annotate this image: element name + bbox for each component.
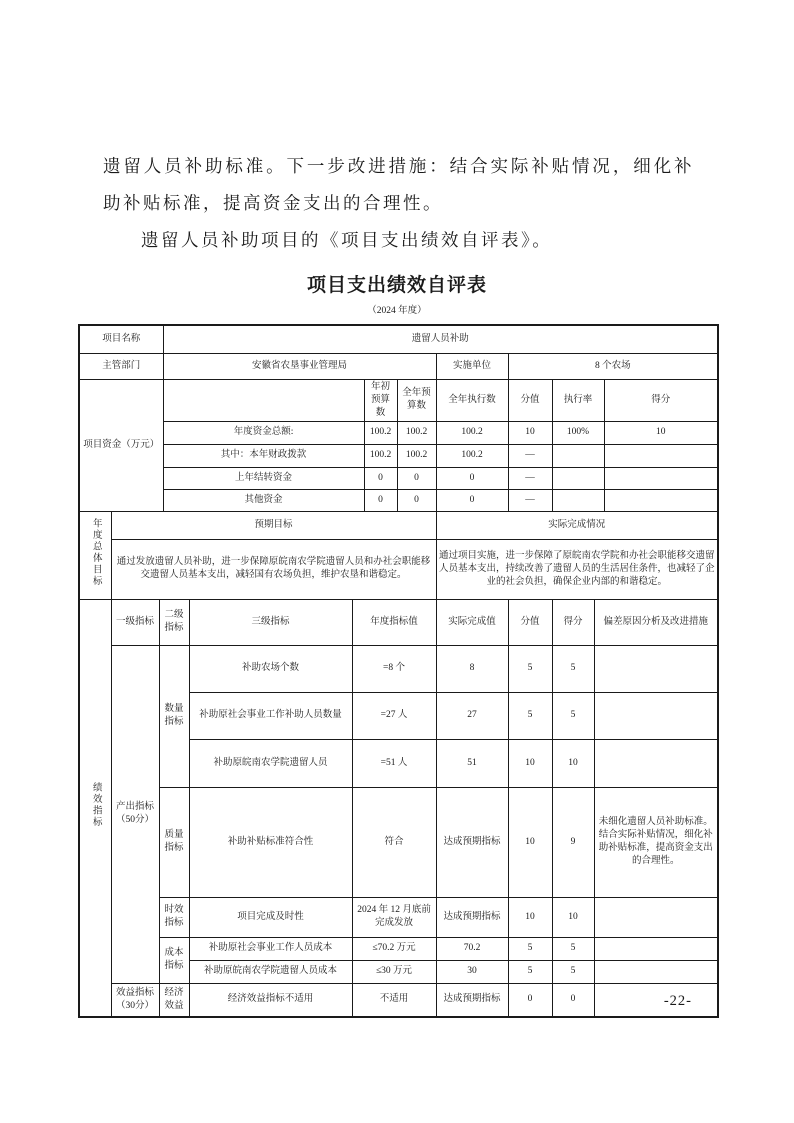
indicator-actual: 51 [436,739,508,787]
intro-text-block [103,148,694,259]
header-level2: 二级指标 [159,599,189,645]
funds-row-total [79,421,718,444]
funds-carryover-executed: 0 [436,467,508,489]
table-row [79,325,718,353]
funds-total-score: 10 [604,421,718,444]
funds-other-annual: 0 [397,489,436,511]
funds-carryover-annual: 0 [397,467,436,489]
indicator-target: ≤70.2 万元 [352,937,436,960]
funds-fiscal-score [604,444,718,467]
indicator-actual: 达成预期指标 [436,897,508,937]
indicator-target: =8 个 [352,645,436,692]
funds-other-initial: 0 [364,489,397,511]
funds-fiscal-annual: 100.2 [397,444,436,467]
indicator-score: 9 [552,787,594,897]
funds-fiscal-weight: — [508,444,552,467]
goal-actual-header: 实际完成情况 [436,511,718,539]
funds-carryover-weight: — [508,467,552,489]
indicator-side-label [79,599,111,1017]
indicator-target: =27 人 [352,692,436,739]
funds-carryover-rate [552,467,604,489]
level2-quantity: 数量指标 [159,645,189,787]
indicator-deviation [594,960,718,983]
indicator-name: 补助原社会事业工作补助人员数量 [189,692,352,739]
header-actual-value: 实际完成值 [436,599,508,645]
indicator-weight: 10 [508,739,552,787]
goal-side-label-text: 年度总体目标 [90,518,101,587]
indicator-score: 10 [552,739,594,787]
goal-header-row [79,511,718,539]
indicator-actual: 70.2 [436,937,508,960]
indicator-weight: 0 [508,983,552,1017]
indicator-name: 补助原皖南农学院遗留人员成本 [189,960,352,983]
goal-content-row [79,539,718,599]
indicator-weight: 10 [508,897,552,937]
indicator-side-label-text: 绩效指标 [90,782,101,829]
funds-empty-header [163,379,364,421]
indicator-row [79,787,718,897]
group-benefit-label: 效益指标（30分） [111,983,159,1017]
funds-row-other [79,489,718,511]
indicator-deviation [594,692,718,739]
header-level1: 一级指标 [111,599,159,645]
indicator-target: 不适用 [352,983,436,1017]
indicator-score: 5 [552,960,594,983]
indicator-deviation [594,739,718,787]
funds-total-weight: 10 [508,421,552,444]
indicator-deviation [594,937,718,960]
indicator-score: 5 [552,645,594,692]
level2-timeliness: 时效指标 [159,897,189,937]
funds-carryover-initial: 0 [364,467,397,489]
department-value: 安徽省农垦事业管理局 [163,353,436,379]
funds-total-executed: 100.2 [436,421,508,444]
funds-header-rate: 执行率 [552,379,604,421]
project-name-value: 遗留人员补助 [163,325,718,353]
goal-expected-text: 通过发放遗留人员补助，进一步保障原皖南农学院遗留人员和办社会职能移交遗留人员基本支出，减轻国有农场负担，维护农垦和谐稳定。 [111,539,436,599]
funds-row-carryover [79,467,718,489]
indicator-weight: 10 [508,787,552,897]
indicator-row [79,937,718,960]
header-weight: 分值 [508,599,552,645]
header-score: 得分 [552,599,594,645]
indicator-name: 补助农场个数 [189,645,352,692]
indicator-target: 2024 年 12 月底前完成发放 [352,897,436,937]
indicator-deviation [594,897,718,937]
funds-fiscal-label: 其中：本年财政拨款 [163,444,364,467]
indicator-deviation [594,645,718,692]
funds-total-label: 年度资金总额: [163,421,364,444]
funds-header-score: 得分 [604,379,718,421]
indicator-name: 补助原社会事业工作人员成本 [189,937,352,960]
indicator-actual: 达成预期指标 [436,983,508,1017]
table-row [79,353,718,379]
funds-other-score [604,489,718,511]
intro-paragraph-2: 遗留人员补助项目的《项目支出绩效自评表》。 [141,230,553,250]
funds-header-initial: 年初预算数 [364,379,397,421]
indicator-header-row [79,599,718,645]
indicator-target: 符合 [352,787,436,897]
indicator-target: =51 人 [352,739,436,787]
funds-fiscal-initial: 100.2 [364,444,397,467]
indicator-name: 补助原皖南农学院遗留人员 [189,739,352,787]
indicator-name: 项目完成及时性 [189,897,352,937]
indicator-actual: 8 [436,645,508,692]
indicator-target: ≤30 万元 [352,960,436,983]
indicator-deviation: 未细化遗留人员补助标准。结合实际补贴情况，细化补助补贴标准，提高资金支出的合理性。 [594,787,718,897]
funds-side-label: 项目资金（万元） [79,379,163,511]
indicator-name: 补助补贴标准符合性 [189,787,352,897]
department-label: 主管部门 [79,353,163,379]
indicator-score: 5 [552,692,594,739]
page-title: 项目支出绩效自评表 [306,275,487,296]
indicator-actual: 27 [436,692,508,739]
unit-value: 8 个农场 [508,353,718,379]
indicator-weight: 5 [508,960,552,983]
goal-expected-header: 预期目标 [111,511,436,539]
indicator-row [79,897,718,937]
level2-economic: 经济效益 [159,983,189,1017]
header-level3: 三级指标 [189,599,352,645]
indicator-row [79,645,718,692]
goal-side-label [79,511,111,599]
page-number: -22- [663,993,692,1009]
funds-header-executed: 全年执行数 [436,379,508,421]
indicator-actual: 达成预期指标 [436,787,508,897]
intro-paragraph-1: 遗留人员补助标准。下一步改进措施：结合实际补贴情况，细化补助补贴标准，提高资金支出的合理性。 [103,156,694,213]
indicator-score: 0 [552,983,594,1017]
funds-other-executed: 0 [436,489,508,511]
funds-total-rate: 100% [552,421,604,444]
indicator-name: 经济效益指标不适用 [189,983,352,1017]
funds-other-rate [552,489,604,511]
level2-quality: 质量指标 [159,787,189,897]
self-evaluation-table [78,324,719,1018]
funds-total-annual: 100.2 [397,421,436,444]
funds-other-label: 其他资金 [163,489,364,511]
indicator-weight: 5 [508,937,552,960]
funds-other-weight: — [508,489,552,511]
funds-fiscal-executed: 100.2 [436,444,508,467]
header-annual-target: 年度指标值 [352,599,436,645]
unit-label: 实施单位 [436,353,508,379]
funds-carryover-score [604,467,718,489]
indicator-weight: 5 [508,692,552,739]
funds-header-row [79,379,718,421]
group-output-label: 产出指标（50分） [111,645,159,983]
header-deviation: 偏差原因分析及改进措施 [594,599,718,645]
level2-cost: 成本指标 [159,937,189,983]
indicator-score: 5 [552,937,594,960]
funds-carryover-label: 上年结转资金 [163,467,364,489]
goal-actual-text: 通过项目实施，进一步保障了原皖南农学院和办社会职能移交遗留人员基本支出，持续改善了遗留人员的生活居住条件，也减轻了企业的社会负担，确保企业内部的和谐稳定。 [436,539,718,599]
indicator-weight: 5 [508,645,552,692]
indicator-actual: 30 [436,960,508,983]
funds-row-fiscal [79,444,718,467]
funds-total-initial: 100.2 [364,421,397,444]
funds-header-annual: 全年预算数 [397,379,436,421]
indicator-score: 10 [552,897,594,937]
funds-fiscal-rate [552,444,604,467]
page-subtitle: （2024 年度） [367,306,427,316]
funds-header-weight: 分值 [508,379,552,421]
project-name-label: 项目名称 [79,325,163,353]
